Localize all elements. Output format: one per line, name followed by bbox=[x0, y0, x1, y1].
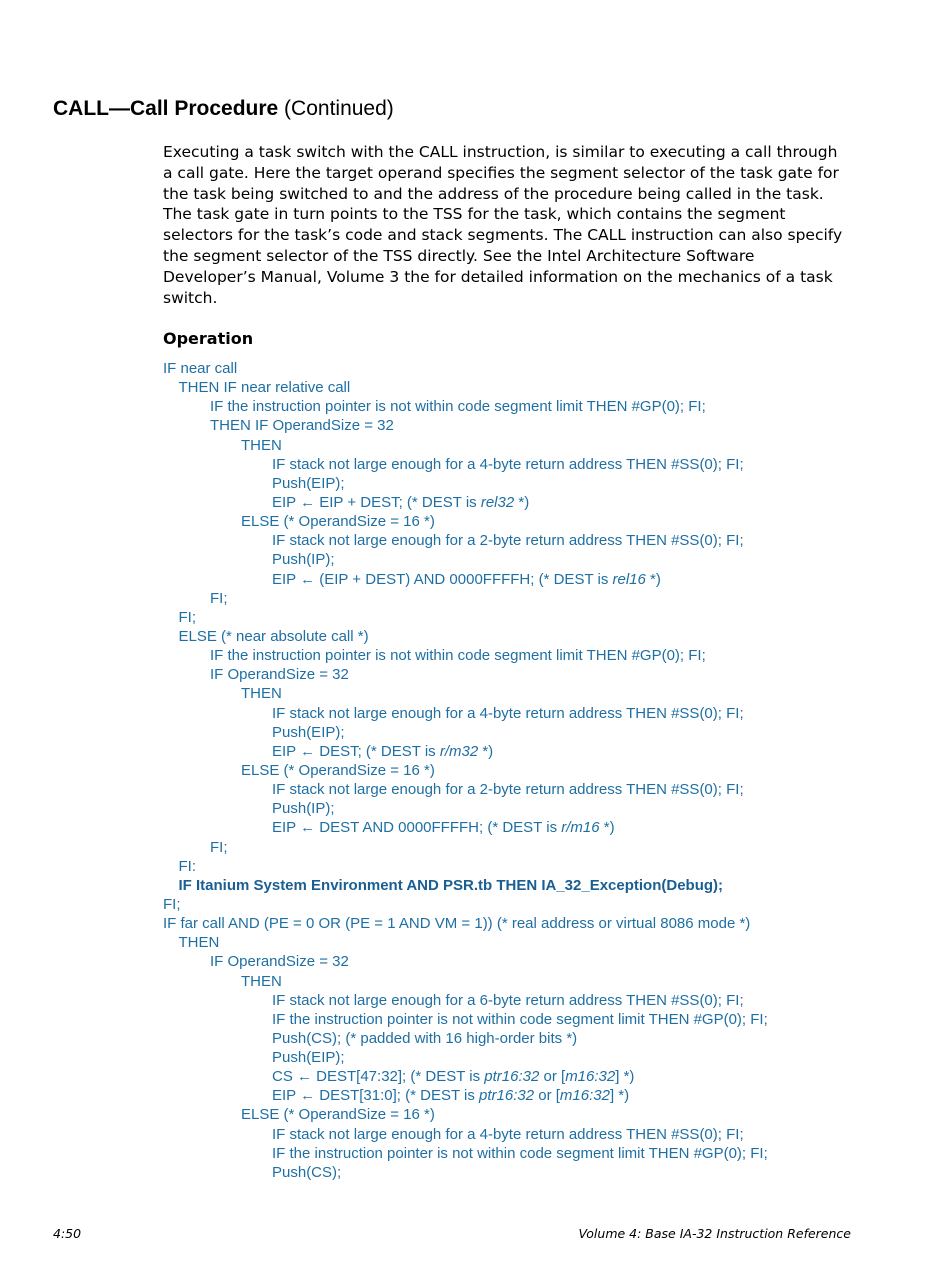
code-line bbox=[163, 761, 883, 780]
text-run: EIP ← DEST[31:0]; (* DEST is bbox=[272, 1087, 480, 1105]
text-run: *) bbox=[478, 742, 494, 760]
code-line bbox=[163, 1048, 883, 1067]
text-run: Push(EIP); bbox=[272, 723, 345, 741]
text-run: Push(IP); bbox=[272, 800, 335, 818]
text-run: IF the instruction pointer is not within code segment limit THEN #GP(0); FI; bbox=[272, 1010, 768, 1028]
volume-title: Volume 4: Base IA-32 Instruction Reference bbox=[578, 1226, 851, 1241]
text-run: EIP ← DEST AND 0000FFFFH; (* DEST is bbox=[272, 819, 562, 837]
text-run: IF Itanium System Environment AND PSR.tb THEN IA_32_Exception(Debug); bbox=[178, 876, 724, 894]
code-line bbox=[163, 684, 883, 703]
text-run: ELSE (* OperandSize = 16 *) bbox=[241, 513, 435, 531]
page-number: 4:50 bbox=[53, 1226, 82, 1241]
code-line bbox=[163, 838, 883, 857]
text-run: or [ bbox=[539, 1068, 566, 1086]
intro-paragraph bbox=[163, 142, 863, 308]
text-run: IF OperandSize = 32 bbox=[210, 666, 349, 684]
text-run: rel16 bbox=[612, 570, 646, 588]
text-run: FI; bbox=[210, 589, 228, 607]
intro-line bbox=[163, 163, 863, 184]
text-run: IF near call bbox=[163, 360, 238, 377]
text-run: Executing a task switch with the CALL instruction, is similar to executing a call through bbox=[163, 143, 838, 161]
code-line bbox=[163, 876, 883, 895]
code-line bbox=[163, 550, 883, 569]
text-run: IF stack not large enough for a 6-byte return address THEN #SS(0); FI; bbox=[272, 991, 744, 1009]
text-run: THEN bbox=[241, 436, 282, 454]
code-line bbox=[163, 589, 883, 608]
text-run: THEN bbox=[241, 685, 282, 703]
text-run: Push(EIP); bbox=[272, 1049, 345, 1067]
text-run: Push(EIP); bbox=[272, 474, 345, 492]
intro-line bbox=[163, 267, 863, 288]
intro-line bbox=[163, 225, 863, 246]
text-run: THEN bbox=[241, 972, 282, 990]
code-line bbox=[163, 1067, 883, 1086]
code-line bbox=[163, 818, 883, 837]
text-run: IF the instruction pointer is not within code segment limit THEN #GP(0); FI; bbox=[272, 1144, 768, 1162]
text-run: IF stack not large enough for a 2-byte return address THEN #SS(0); FI; bbox=[272, 781, 744, 799]
code-line bbox=[163, 742, 883, 761]
code-line bbox=[163, 531, 883, 550]
text-run: EIP ← EIP + DEST; (* DEST is bbox=[272, 493, 481, 511]
text-run: the segment selector of the TSS directly. See the bbox=[163, 246, 548, 265]
code-line bbox=[163, 665, 883, 684]
operation-heading: Operation bbox=[163, 329, 254, 348]
intro-line bbox=[163, 204, 863, 225]
intro-line bbox=[163, 246, 863, 267]
text-run: Push(CS); bbox=[272, 1163, 342, 1181]
code-line bbox=[163, 1105, 883, 1124]
text-run: Push(CS); (* padded with 16 high-order bits *) bbox=[272, 1029, 578, 1047]
text-run: switch. bbox=[163, 288, 218, 307]
text-run: rel32 bbox=[480, 493, 515, 511]
text-run: FI; bbox=[210, 838, 228, 856]
text-run: IF stack not large enough for a 4-byte return address THEN #SS(0); FI; bbox=[272, 704, 744, 722]
text-run: *) bbox=[645, 570, 661, 588]
code-line bbox=[163, 723, 883, 742]
text-run: Push(IP); bbox=[272, 551, 335, 569]
code-line bbox=[163, 991, 883, 1010]
code-line bbox=[163, 1125, 883, 1144]
text-run: EIP ← DEST; (* DEST is bbox=[272, 742, 440, 760]
code-line bbox=[163, 646, 883, 665]
text-run: Intel Architecture Software bbox=[547, 246, 755, 265]
code-line bbox=[163, 1029, 883, 1048]
code-line bbox=[163, 895, 883, 914]
text-run: ] *) bbox=[609, 1087, 630, 1105]
text-run: IF OperandSize = 32 bbox=[210, 953, 349, 971]
text-run: *) bbox=[514, 493, 530, 511]
code-line bbox=[163, 972, 883, 991]
text-run: FI: bbox=[178, 857, 196, 875]
code-line bbox=[163, 512, 883, 531]
text-run: FI; bbox=[178, 608, 196, 626]
code-line bbox=[163, 1010, 883, 1029]
text-run: m16:32 bbox=[559, 1087, 610, 1105]
text-run: ptr16:32 bbox=[484, 1068, 540, 1086]
code-line bbox=[163, 608, 883, 627]
code-line bbox=[163, 857, 883, 876]
code-line bbox=[163, 378, 883, 397]
code-line bbox=[163, 627, 883, 646]
text-run: IF the instruction pointer is not within code segment limit THEN #GP(0); FI; bbox=[210, 398, 706, 416]
code-line bbox=[163, 1163, 883, 1182]
text-run: selectors for the task’s code and stack segments. The CALL instruction can also specify bbox=[163, 226, 843, 245]
text-run: *) bbox=[599, 819, 615, 837]
text-run: EIP ← (EIP + DEST) AND 0000FFFFH; (* DEST is bbox=[272, 570, 613, 588]
text-run: ELSE (* OperandSize = 16 *) bbox=[241, 1106, 435, 1124]
text-run: IF stack not large enough for a 4-byte return address THEN #SS(0); FI; bbox=[272, 1125, 744, 1143]
intro-line bbox=[163, 184, 863, 205]
text-run: IF the instruction pointer is not within code segment limit THEN #GP(0); FI; bbox=[210, 647, 706, 665]
code-line bbox=[163, 952, 883, 971]
operation-pseudocode bbox=[163, 359, 883, 1182]
text-run: the for detailed information on the mechanics of a task bbox=[399, 267, 833, 286]
page-title-suffix: (Continued) bbox=[278, 97, 394, 120]
code-line bbox=[163, 570, 883, 589]
code-line bbox=[163, 933, 883, 952]
code-line bbox=[163, 359, 883, 378]
text-run: FI; bbox=[163, 895, 181, 913]
text-run: ELSE (* OperandSize = 16 *) bbox=[241, 761, 435, 779]
code-line bbox=[163, 1144, 883, 1163]
code-line bbox=[163, 397, 883, 416]
text-run: IF stack not large enough for a 2-byte return address THEN #SS(0); FI; bbox=[272, 532, 744, 550]
code-line bbox=[163, 780, 883, 799]
text-run: the task being switched to and the address of the procedure being called in the task. bbox=[163, 184, 824, 203]
text-run: The task gate in turn points to the TSS for the task, which contains the segment bbox=[163, 205, 786, 224]
text-run: ELSE (* near absolute call *) bbox=[178, 627, 369, 645]
code-line bbox=[163, 436, 883, 455]
text-run: a call gate. Here the target operand specifies the segment selector of the task gate for bbox=[163, 163, 839, 182]
text-run: THEN bbox=[178, 934, 220, 952]
page-title-main: CALL—Call Procedure bbox=[53, 97, 279, 120]
text-run: m16:32 bbox=[565, 1068, 616, 1086]
text-run: ] *) bbox=[615, 1068, 635, 1086]
code-line bbox=[163, 474, 883, 493]
code-line bbox=[163, 914, 883, 933]
intro-line bbox=[163, 142, 863, 163]
text-run: THEN IF near relative call bbox=[178, 379, 351, 397]
page-title bbox=[53, 97, 394, 121]
text-run: CS ← DEST[47:32]; (* DEST is bbox=[272, 1068, 485, 1086]
text-run: or [ bbox=[534, 1087, 560, 1105]
text-run: ptr16:32 bbox=[479, 1087, 535, 1105]
text-run: r/m32 bbox=[439, 742, 479, 760]
code-line bbox=[163, 455, 883, 474]
text-run: r/m16 bbox=[561, 819, 600, 837]
text-run: Developer’s Manual, Volume 3 bbox=[163, 267, 400, 286]
text-run: IF stack not large enough for a 4-byte return address THEN #SS(0); FI; bbox=[272, 455, 744, 473]
code-line bbox=[163, 1086, 883, 1105]
code-line bbox=[163, 799, 883, 818]
code-line bbox=[163, 704, 883, 723]
code-line bbox=[163, 416, 883, 435]
text-run: IF far call AND (PE = 0 OR (PE = 1 AND VM = 1)) (* real address or virtual 8086 mode *) bbox=[163, 915, 751, 933]
text-run: THEN IF OperandSize = 32 bbox=[210, 417, 394, 435]
code-line bbox=[163, 493, 883, 512]
intro-line bbox=[163, 288, 863, 309]
